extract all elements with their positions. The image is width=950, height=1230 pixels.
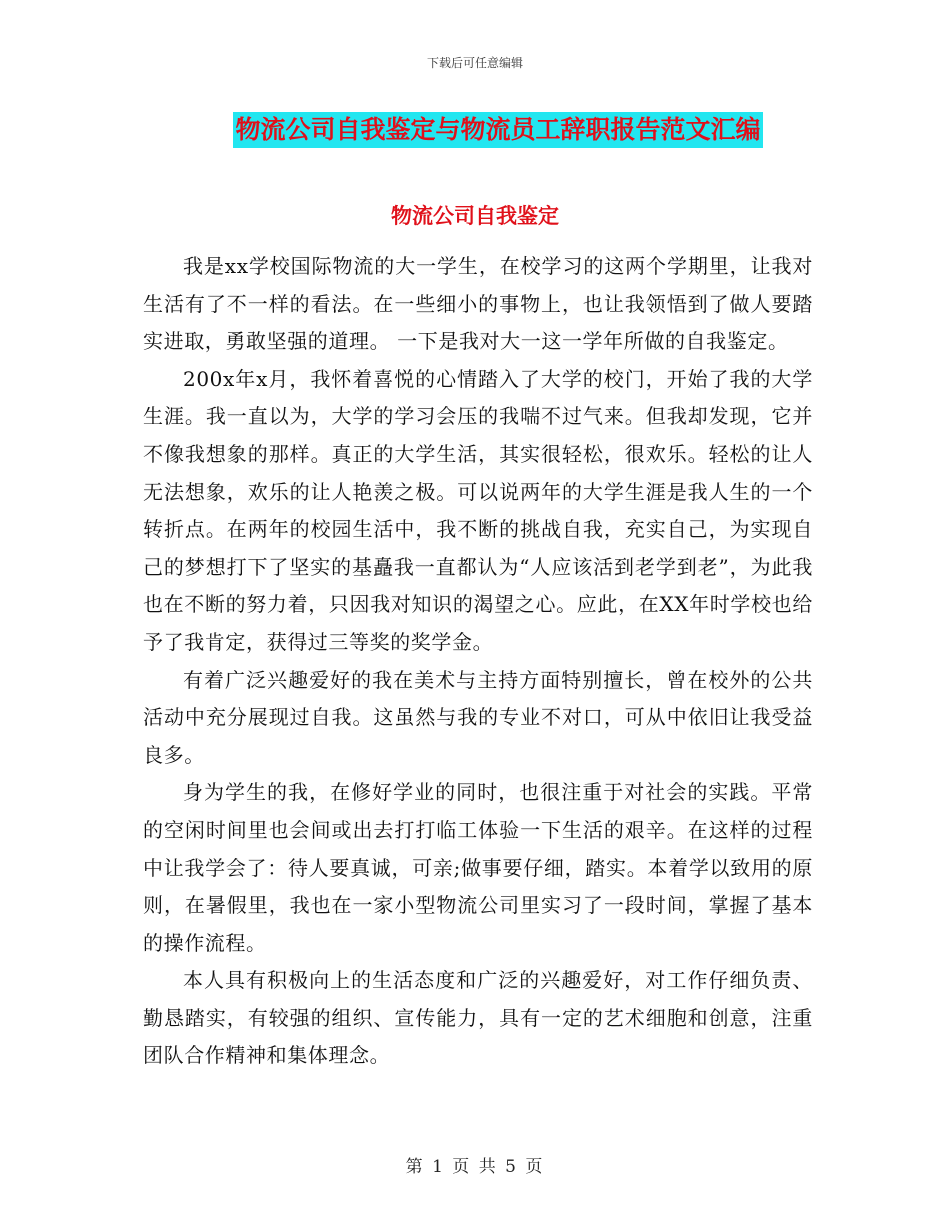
- section-title: 物流公司自我鉴定: [391, 204, 559, 228]
- document-body: [143, 248, 813, 1075]
- paragraph: 本人具有积极向上的生活态度和广泛的兴趣爱好，对工作仔细负责、勤恳踏实，有较强的组织、宣传能力，具有一定的艺术细胞和创意，注重团队合作精神和集体理念。: [143, 968, 813, 1068]
- main-title-wrapper: [0, 112, 950, 148]
- main-title: 物流公司自我鉴定与物流员工辞职报告范文汇编: [233, 112, 762, 148]
- header-note: 下载后可任意编辑: [426, 56, 523, 70]
- page-number-footer: 第 1 页 共 5 页: [405, 1157, 545, 1177]
- paragraph: 我是xx学校国际物流的大一学生，在校学习的这两个学期里，让我对生活有了不一样的看法。在一些细小的事物上，也让我领悟到了做人要踏实进取，勇敢坚强的道理。 一下是我对大一这一学年所做的自我鉴定。: [143, 254, 813, 354]
- paragraph: 身为学生的我，在修好学业的同时，也很注重于对社会的实践。平常的空闲时间里也会间或出去打打临工体验一下生活的艰辛。在这样的过程中让我学会了：待人要真诚，可亲;做事要仔细，踏实。本着学以致用的原则，在暑假里，我也在一家小型物流公司里实习了一段时间，掌握了基本的操作流程。: [143, 780, 813, 955]
- paragraph: 200x年x月，我怀着喜悦的心情踏入了大学的校门，开始了我的大学生涯。我一直以为，大学的学习会压的我喘不过气来。但我却发现，它并不像我想象的那样。真正的大学生活，其实很轻松，很欢乐。轻松的让人无法想象，欢乐的让人艳羡之极。可以说两年的大学生涯是我人生的一个转折点。在两年的校园生活中，我不断的挑战自我，充实自己，为实现自己的梦想打下了坚实的基矗我一直都认为“人应该活到老学到老”，为此我也在不断的努力着，只因我对知识的渴望之心。应此，在XX年时学校也给予了我肯定，获得过三等奖的奖学金。: [143, 366, 813, 654]
- paragraph: 有着广泛兴趣爱好的我在美术与主持方面特别擅长，曾在校外的公共活动中充分展现过自我。这虽然与我的专业不对口，可从中依旧让我受益良多。: [143, 667, 813, 767]
